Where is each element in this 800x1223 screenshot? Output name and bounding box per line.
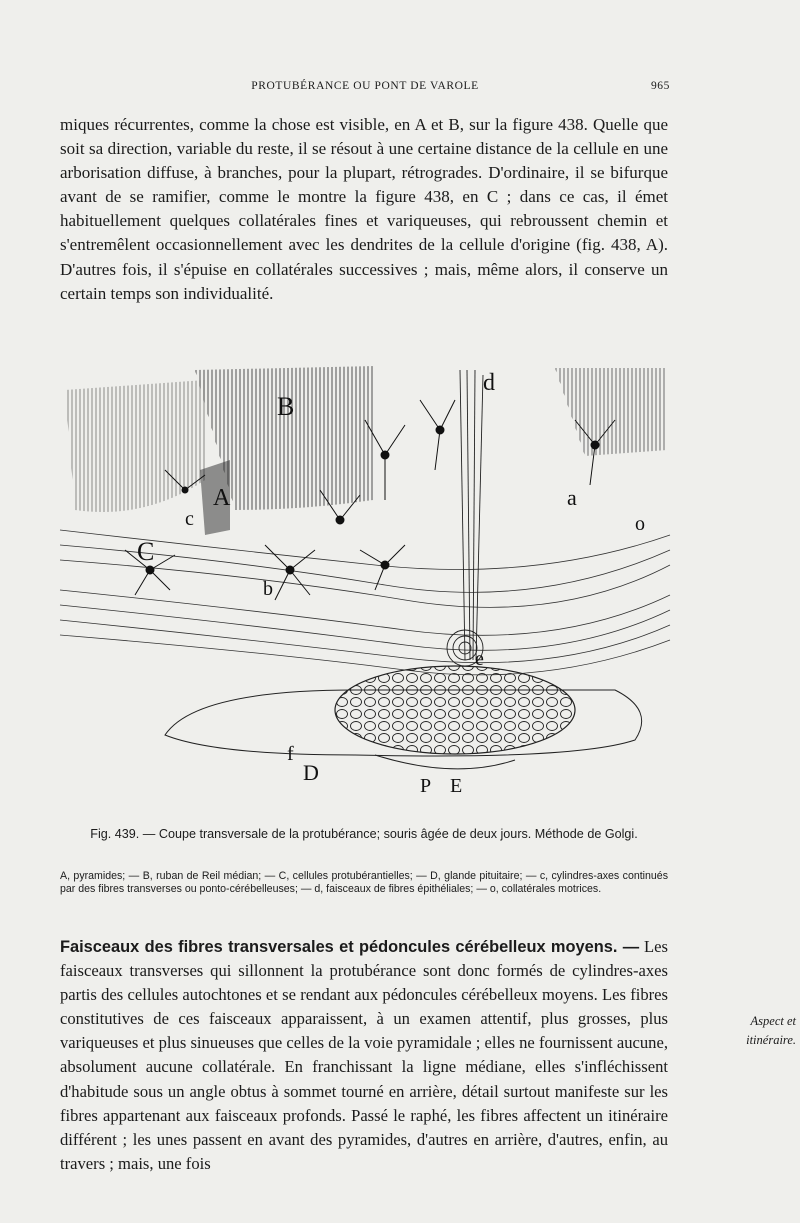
label-D: D xyxy=(303,760,319,785)
pons-section-illustration xyxy=(55,360,675,800)
label-C: C xyxy=(137,537,155,566)
label-d: d xyxy=(483,370,495,396)
raphe-fibres xyxy=(460,370,483,660)
right-fibre-mass xyxy=(555,368,667,456)
label-A: A xyxy=(213,485,231,511)
pituitary-cell-mass xyxy=(335,666,575,754)
label-P: P xyxy=(420,775,432,797)
label-e: e xyxy=(475,648,484,670)
margin-note-line-2: itinéraire. xyxy=(746,1033,796,1047)
section-body: Les faisceaux transverses qui sillonnent la protubérance sont donc formés de cylindres-axes partis des cellules autochtones et se rendant aux pédoncules cérébelleux moyens. Les fibres constitutives de ces faisceaux apparaissent, à un examen attentif, plus grosses, plus variqueuses et plus sinueuses que celles de la voie pyramidale ; elles ne fournissent aucune, absolument aucune collatérale. En franchissant la ligne médiane, elles s'infléchissent d'habitude sous un angle obtus à sommet tourné en arrière, détail surtout manifeste sur les fibres appartenant aux faisceaux profonds. Passé le raphé, les fibres affectent un itinéraire différent ; les unes passent en avant des pyramides, d'autres en arrière, d'autres, enfin, au travers ; mais, une fois xyxy=(60,937,668,1173)
label-c: c xyxy=(185,508,194,530)
margin-note-line-1: Aspect et xyxy=(750,1014,796,1028)
figure-439 xyxy=(55,360,675,800)
label-f: f xyxy=(287,743,294,765)
margin-note xyxy=(686,1012,796,1050)
running-head-title: PROTUBÉRANCE OU PONT DE VAROLE xyxy=(251,80,479,92)
figure-legend: A, pyramides; — B, ruban de Reil médian; — C, cellules protubérantielles; — D, glande pituitaire; — c, cylindres-axes continués par des fibres transverses ou ponto-cérébelleuses; — d, faisceaux de fibres épithéliales; — o, collatérales motrices. xyxy=(60,870,668,895)
page-number: 965 xyxy=(650,80,670,92)
label-E: E xyxy=(450,775,463,797)
figure-caption: Fig. 439. — Coupe transversale de la protubérance; souris âgée de deux jours. Méthode de Golgi. xyxy=(90,827,638,841)
label-B: B xyxy=(277,392,295,421)
running-head xyxy=(60,80,670,98)
label-o: o xyxy=(635,513,645,535)
label-a: a xyxy=(567,485,577,510)
paragraph-top: miques récurrentes, comme la chose est visible, en A et B, sur la figure 438. Quelle que soit sa direction, variable du reste, il se résout à une certaine distance de la cellule en une arborisation diffuse, à branches, pour la plupart, rétrogrades. D'ordinaire, il se bifurque avant de se ramifier, comme le montre la figure 438, en C ; dans ce cas, il émet habituellement quelques collatérales fines et variqueuses, qui rebroussent chemin et s'entremêlent occasionnellement avec les dendrites de la cellule d'origine (fig. 438, A). D'autres fois, il s'épuise en collatérales successives ; mais, même alors, il conserve un certain temps son individualité. xyxy=(60,115,668,303)
section-heading: Faisceaux des fibres transversales et pédoncules cérébelleux moyens. — xyxy=(60,938,640,956)
label-b: b xyxy=(263,578,273,600)
section-paragraph xyxy=(60,935,668,1176)
pituitary-stalk xyxy=(375,755,515,769)
